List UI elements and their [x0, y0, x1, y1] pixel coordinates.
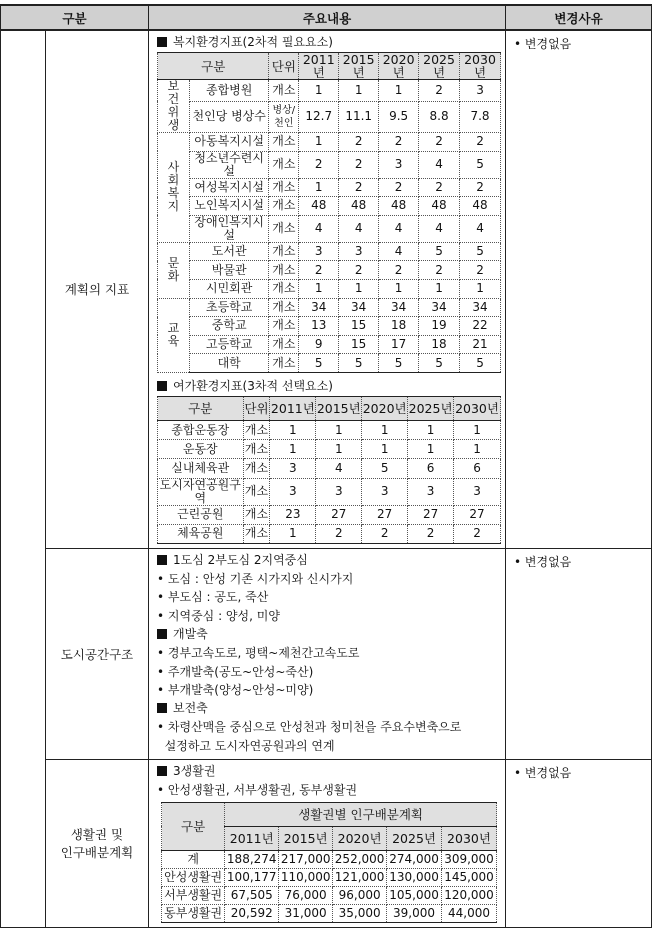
leisure-value: 1 — [408, 440, 454, 459]
welfare-value: 9 — [299, 335, 339, 354]
plan-change-table — [0, 4, 652, 928]
leisure-value: 1 — [270, 524, 316, 543]
population-table-corner: 구분 — [162, 802, 225, 850]
population-value: 274,000 — [387, 850, 442, 868]
welfare-value: 15 — [339, 335, 379, 354]
leisure-value: 2 — [454, 524, 501, 543]
welfare-value: 1 — [419, 279, 460, 298]
welfare-value: 21 — [460, 335, 501, 354]
leisure-row — [158, 505, 501, 524]
leisure-row — [158, 478, 501, 505]
population-year-header: 2015년 — [279, 826, 333, 850]
square-bullet-icon — [157, 555, 167, 565]
spatial-bullet: • 도심 : 안성 기존 시가지와 신시가지 — [157, 571, 354, 586]
living-zone-bullet: • 안성생활권, 서부생활권, 동부생활권 — [157, 783, 358, 798]
leisure-value: 4 — [316, 459, 362, 478]
welfare-section-title: 복지환경지표(2차적 필요요소) — [157, 34, 501, 50]
leisure-value: 1 — [454, 440, 501, 459]
welfare-value: 48 — [339, 197, 379, 216]
welfare-value: 19 — [419, 317, 460, 336]
leisure-value: 2 — [316, 524, 362, 543]
welfare-value: 15 — [339, 317, 379, 336]
population-value: 120,000 — [442, 886, 497, 904]
leisure-item-label: 실내체육관 — [158, 459, 244, 478]
leisure-header-cell: 2020년 — [362, 396, 408, 420]
leisure-header-cell: 2025년 — [408, 396, 454, 420]
leisure-row — [158, 440, 501, 459]
welfare-value: 2 — [460, 261, 501, 280]
spatial-section-title — [157, 552, 501, 568]
welfare-item-label: 대학 — [189, 354, 268, 373]
welfare-row — [158, 298, 501, 317]
welfare-value: 3 — [379, 151, 419, 178]
welfare-row — [158, 242, 501, 261]
header-category: 구분 — [1, 5, 149, 30]
leisure-value: 1 — [270, 440, 316, 459]
population-value: 188,274 — [225, 850, 279, 868]
leisure-unit: 개소 — [243, 420, 270, 439]
leisure-value: 3 — [316, 478, 362, 505]
reason-plan-indicators: • 변경없음 — [506, 30, 652, 548]
welfare-value: 1 — [299, 133, 339, 152]
reason-spatial-structure: • 변경없음 — [506, 548, 652, 759]
welfare-value: 48 — [299, 197, 339, 216]
welfare-item-label: 청소년수련시설 — [189, 151, 268, 178]
welfare-item-label: 도서관 — [189, 242, 268, 261]
population-value: 39,000 — [387, 904, 442, 922]
spatial-bullet: • 부도심 : 공도, 죽산 — [157, 590, 269, 605]
welfare-header-cell: 2015년 — [339, 53, 379, 80]
welfare-value: 2 — [339, 151, 379, 178]
leisure-value: 6 — [408, 459, 454, 478]
square-bullet-icon — [157, 381, 167, 391]
welfare-value: 4 — [379, 215, 419, 242]
spatial-structure-content — [149, 548, 506, 759]
welfare-value: 13 — [299, 317, 339, 336]
leisure-unit: 개소 — [243, 440, 270, 459]
welfare-value: 2 — [339, 261, 379, 280]
row-label-plan-indicators: 계획의 지표 — [46, 30, 149, 548]
header-change-reason: 변경사유 — [506, 5, 652, 30]
leisure-value: 2 — [408, 524, 454, 543]
population-zone-label: 서부생활권 — [162, 886, 225, 904]
welfare-unit: 개소 — [269, 178, 299, 197]
welfare-value: 4 — [460, 215, 501, 242]
population-zone-label: 동부생활권 — [162, 904, 225, 922]
leisure-value: 3 — [270, 459, 316, 478]
welfare-value: 34 — [419, 298, 460, 317]
welfare-value: 34 — [299, 298, 339, 317]
welfare-value: 5 — [460, 242, 501, 261]
welfare-item-label: 아동복지시설 — [189, 133, 268, 152]
welfare-row — [158, 279, 501, 298]
population-value: 217,000 — [279, 850, 333, 868]
welfare-value: 1 — [339, 80, 379, 102]
leisure-value: 3 — [454, 478, 501, 505]
spatial-section-text: 개발축 — [173, 627, 208, 642]
row-label-spatial-structure: 도시공간구조 — [46, 548, 149, 759]
population-row — [162, 850, 497, 868]
welfare-value: 11.1 — [339, 101, 379, 132]
welfare-row — [158, 335, 501, 354]
spatial-bullet: 설정하고 도시자연공원과의 연계 — [157, 738, 335, 753]
welfare-unit: 개소 — [269, 133, 299, 152]
welfare-group-label: 사회복지 — [158, 133, 190, 243]
spatial-bullet: • 경부고속도로, 평택~제천간고속도로 — [157, 646, 360, 661]
leisure-indicator-table — [157, 396, 501, 544]
welfare-row — [158, 178, 501, 197]
welfare-unit: 개소 — [269, 317, 299, 336]
welfare-value: 2 — [339, 133, 379, 152]
welfare-item-label: 천인당 병상수 — [189, 101, 268, 132]
leisure-value: 27 — [408, 505, 454, 524]
welfare-item-label: 박물관 — [189, 261, 268, 280]
leisure-header-cell: 2015년 — [316, 396, 362, 420]
welfare-value: 34 — [460, 298, 501, 317]
welfare-value: 18 — [419, 335, 460, 354]
square-bullet-icon — [157, 703, 167, 713]
welfare-value: 7.8 — [460, 101, 501, 132]
welfare-value: 5 — [419, 354, 460, 373]
welfare-value: 5 — [460, 151, 501, 178]
welfare-row — [158, 261, 501, 280]
welfare-unit: 개소 — [269, 215, 299, 242]
welfare-row — [158, 354, 501, 373]
spatial-section-title — [157, 700, 501, 716]
welfare-item-label: 장애인복지시설 — [189, 215, 268, 242]
leisure-value: 3 — [362, 478, 408, 505]
welfare-value: 2 — [419, 261, 460, 280]
row-label-living-zone-line2: 인구배분계획 — [60, 845, 134, 861]
welfare-unit: 개소 — [269, 335, 299, 354]
population-value: 252,000 — [333, 850, 387, 868]
welfare-unit: 개소 — [269, 298, 299, 317]
welfare-unit: 개소 — [269, 80, 299, 102]
leisure-item-label: 도시자연공원구역 — [158, 478, 244, 505]
spatial-section-text: 보전축 — [173, 701, 208, 716]
leisure-value: 1 — [316, 420, 362, 439]
welfare-value: 2 — [299, 261, 339, 280]
welfare-value: 22 — [460, 317, 501, 336]
welfare-value: 2 — [379, 261, 419, 280]
population-year-header: 2025년 — [387, 826, 442, 850]
welfare-value: 48 — [460, 197, 501, 216]
welfare-header-cell: 2030년 — [460, 53, 501, 80]
population-value: 31,000 — [279, 904, 333, 922]
blank-column — [1, 30, 46, 927]
leisure-row — [158, 420, 501, 439]
welfare-header-cell: 구분 — [158, 53, 269, 80]
welfare-row — [158, 317, 501, 336]
welfare-unit: 개소 — [269, 242, 299, 261]
spatial-bullet: • 차령산맥을 중심으로 안성천과 청미천을 주요수변축으로 — [157, 720, 462, 735]
leisure-value: 27 — [362, 505, 408, 524]
welfare-group-label: 보건위생 — [158, 80, 190, 133]
welfare-value: 2 — [419, 178, 460, 197]
population-allocation-table — [161, 802, 497, 923]
welfare-value: 48 — [379, 197, 419, 216]
welfare-row — [158, 101, 501, 132]
welfare-value: 4 — [379, 242, 419, 261]
welfare-value: 2 — [460, 133, 501, 152]
spatial-bullet: • 지역중심 : 양성, 미양 — [157, 608, 280, 623]
welfare-value: 1 — [299, 279, 339, 298]
leisure-value: 2 — [362, 524, 408, 543]
welfare-row — [158, 215, 501, 242]
welfare-value: 3 — [339, 242, 379, 261]
population-value: 110,000 — [279, 868, 333, 886]
population-row — [162, 904, 497, 922]
welfare-value: 2 — [339, 178, 379, 197]
welfare-indicator-table — [157, 52, 501, 373]
welfare-row — [158, 151, 501, 178]
leisure-value: 27 — [316, 505, 362, 524]
leisure-value: 1 — [362, 420, 408, 439]
population-year-header: 2030년 — [442, 826, 497, 850]
welfare-group-label: 교육 — [158, 298, 190, 372]
welfare-value: 5 — [460, 354, 501, 373]
square-bullet-icon — [157, 37, 167, 47]
population-value: 121,000 — [333, 868, 387, 886]
welfare-value: 4 — [339, 215, 379, 242]
living-zone-title: 3생활권 — [157, 763, 501, 779]
welfare-unit: 개소 — [269, 261, 299, 280]
square-bullet-icon — [157, 766, 167, 776]
welfare-value: 1 — [379, 279, 419, 298]
welfare-value: 17 — [379, 335, 419, 354]
welfare-row — [158, 80, 501, 102]
welfare-value: 8.8 — [419, 101, 460, 132]
population-value: 145,000 — [442, 868, 497, 886]
welfare-row — [158, 133, 501, 152]
leisure-value: 5 — [362, 459, 408, 478]
welfare-unit: 개소 — [269, 279, 299, 298]
leisure-unit: 개소 — [243, 478, 270, 505]
welfare-unit: 병상/천인 — [269, 101, 299, 132]
leisure-section-title: 여가환경지표(3차적 선택요소) — [157, 378, 501, 394]
welfare-value: 4 — [299, 215, 339, 242]
leisure-item-label: 종합운동장 — [158, 420, 244, 439]
leisure-value: 3 — [408, 478, 454, 505]
welfare-value: 2 — [299, 151, 339, 178]
welfare-value: 2 — [379, 133, 419, 152]
welfare-header-cell: 2020년 — [379, 53, 419, 80]
welfare-value: 2 — [379, 178, 419, 197]
leisure-value: 27 — [454, 505, 501, 524]
population-zone-label: 안성생활권 — [162, 868, 225, 886]
welfare-value: 18 — [379, 317, 419, 336]
spatial-section-text: 1도심 2부도심 2지역중심 — [173, 552, 308, 567]
leisure-row — [158, 524, 501, 543]
welfare-value: 5 — [299, 354, 339, 373]
leisure-header-cell: 2030년 — [454, 396, 501, 420]
population-year-header: 2011년 — [225, 826, 279, 850]
welfare-value: 34 — [339, 298, 379, 317]
leisure-item-label: 체육공원 — [158, 524, 244, 543]
welfare-value: 4 — [419, 151, 460, 178]
welfare-value: 1 — [460, 279, 501, 298]
leisure-item-label: 운동장 — [158, 440, 244, 459]
leisure-value: 1 — [270, 420, 316, 439]
population-value: 76,000 — [279, 886, 333, 904]
welfare-value: 2 — [460, 178, 501, 197]
population-value: 35,000 — [333, 904, 387, 922]
population-value: 130,000 — [387, 868, 442, 886]
leisure-header-cell: 구분 — [158, 396, 244, 420]
population-row — [162, 886, 497, 904]
leisure-value: 1 — [454, 420, 501, 439]
header-main-content: 주요내용 — [149, 5, 506, 30]
welfare-value: 3 — [460, 80, 501, 102]
leisure-unit: 개소 — [243, 524, 270, 543]
population-value: 20,592 — [225, 904, 279, 922]
welfare-value: 2 — [419, 80, 460, 102]
spatial-bullet: • 주개발축(공도~안성~죽산) — [157, 664, 314, 679]
welfare-value: 4 — [419, 215, 460, 242]
population-table-group-header: 생활권별 인구배분계획 — [225, 802, 497, 826]
welfare-unit: 개소 — [269, 151, 299, 178]
leisure-row — [158, 459, 501, 478]
population-value: 67,505 — [225, 886, 279, 904]
welfare-value: 5 — [339, 354, 379, 373]
population-value: 105,000 — [387, 886, 442, 904]
welfare-value: 5 — [419, 242, 460, 261]
welfare-value: 1 — [379, 80, 419, 102]
population-value: 44,000 — [442, 904, 497, 922]
leisure-value: 3 — [270, 478, 316, 505]
welfare-item-label: 종합병원 — [189, 80, 268, 102]
spatial-section-title — [157, 626, 501, 642]
row-label-living-zone-line1: 생활권 및 — [70, 827, 124, 843]
welfare-unit: 개소 — [269, 197, 299, 216]
welfare-value: 1 — [299, 178, 339, 197]
leisure-value: 6 — [454, 459, 501, 478]
spatial-bullet: • 부개발축(양성~안성~미양) — [157, 682, 314, 697]
population-value: 309,000 — [442, 850, 497, 868]
welfare-value: 9.5 — [379, 101, 419, 132]
leisure-value: 1 — [316, 440, 362, 459]
welfare-value: 1 — [339, 279, 379, 298]
leisure-value: 1 — [362, 440, 408, 459]
welfare-row — [158, 197, 501, 216]
leisure-value: 23 — [270, 505, 316, 524]
leisure-unit: 개소 — [243, 505, 270, 524]
welfare-value: 34 — [379, 298, 419, 317]
leisure-item-label: 근린공원 — [158, 505, 244, 524]
plan-indicators-content — [149, 30, 506, 548]
reason-living-zone: • 변경없음 — [506, 760, 652, 927]
welfare-unit: 개소 — [269, 354, 299, 373]
welfare-item-label: 초등학교 — [189, 298, 268, 317]
welfare-value: 2 — [419, 133, 460, 152]
row-label-living-zone — [46, 760, 149, 927]
population-zone-label: 계 — [162, 850, 225, 868]
welfare-item-label: 노인복지시설 — [189, 197, 268, 216]
welfare-group-label: 문화 — [158, 242, 190, 298]
welfare-header-cell: 단위 — [269, 53, 299, 80]
leisure-unit: 개소 — [243, 459, 270, 478]
welfare-item-label: 시민회관 — [189, 279, 268, 298]
living-zone-content — [149, 760, 506, 927]
leisure-header-cell: 2011년 — [270, 396, 316, 420]
welfare-item-label: 고등학교 — [189, 335, 268, 354]
welfare-header-cell: 2011년 — [299, 53, 339, 80]
welfare-value: 5 — [379, 354, 419, 373]
welfare-item-label: 여성복지시설 — [189, 178, 268, 197]
population-value: 100,177 — [225, 868, 279, 886]
welfare-item-label: 중학교 — [189, 317, 268, 336]
square-bullet-icon — [157, 629, 167, 639]
population-year-header: 2020년 — [333, 826, 387, 850]
population-value: 96,000 — [333, 886, 387, 904]
welfare-value: 48 — [419, 197, 460, 216]
leisure-value: 1 — [408, 420, 454, 439]
welfare-value: 12.7 — [299, 101, 339, 132]
welfare-value: 1 — [299, 80, 339, 102]
welfare-header-cell: 2025년 — [419, 53, 460, 80]
leisure-header-cell: 단위 — [243, 396, 270, 420]
welfare-value: 3 — [299, 242, 339, 261]
